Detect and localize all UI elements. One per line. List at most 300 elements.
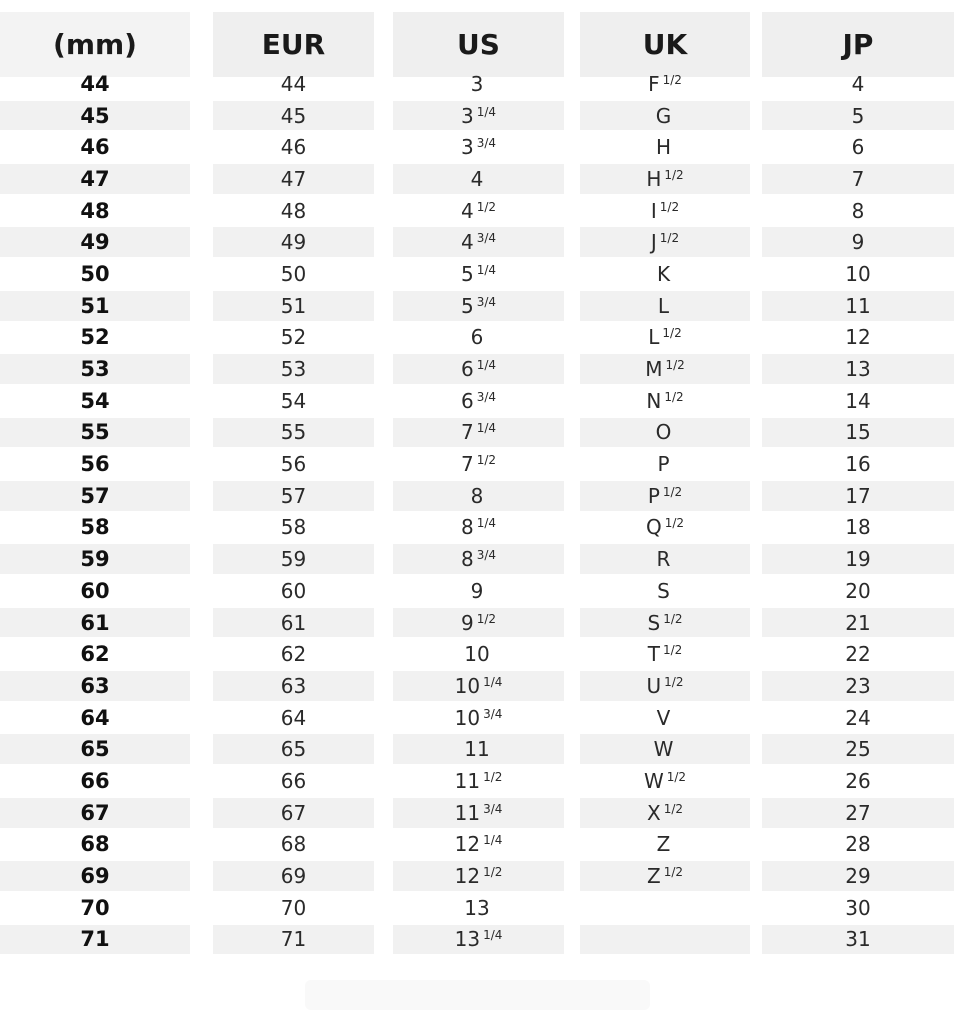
cell-jp xyxy=(762,195,954,227)
cell-eur xyxy=(213,448,374,480)
cell-mm-value: 69 xyxy=(80,864,110,889)
cell-mm xyxy=(0,797,190,829)
cell-uk-fraction: 1/2 xyxy=(665,358,685,373)
cell-mm xyxy=(0,68,190,100)
table-row xyxy=(0,68,977,100)
cell-jp xyxy=(762,226,954,258)
cell-mm xyxy=(0,448,190,480)
cell-eur-value: 59 xyxy=(280,547,307,572)
cell-eur xyxy=(213,322,374,354)
cell-eur-value: 67 xyxy=(280,800,307,825)
cell-us-value: 4 xyxy=(460,230,474,255)
cell-us-fraction: 3/4 xyxy=(476,231,497,246)
cell-uk-value: W xyxy=(643,768,664,793)
cell-jp-value: 15 xyxy=(845,420,871,445)
cell-jp xyxy=(762,100,954,132)
cell-eur xyxy=(213,638,374,670)
table-row xyxy=(0,924,977,956)
table-row xyxy=(0,607,977,639)
cell-mm-value: 54 xyxy=(80,388,110,413)
cell-mm xyxy=(0,829,190,861)
cell-eur xyxy=(213,353,374,385)
cell-us xyxy=(393,195,564,227)
cell-uk-value: G xyxy=(655,103,672,128)
cell-us xyxy=(393,733,564,765)
cell-mm xyxy=(0,924,190,956)
table-row xyxy=(0,258,977,290)
cell-mm xyxy=(0,733,190,765)
cell-eur-value: 63 xyxy=(280,673,307,698)
cell-us-fraction: 1/2 xyxy=(476,611,497,626)
cell-uk xyxy=(580,512,750,544)
cell-uk xyxy=(580,322,750,354)
cell-uk xyxy=(580,417,750,449)
cell-uk xyxy=(580,226,750,258)
cell-eur-value: 53 xyxy=(280,357,307,382)
table-row xyxy=(0,702,977,734)
cell-us xyxy=(393,163,564,195)
cell-jp-value: 31 xyxy=(845,927,871,952)
cell-uk-value: F xyxy=(648,71,660,96)
cell-us-fraction: 3/4 xyxy=(476,548,497,563)
cell-mm-value: 58 xyxy=(80,515,110,540)
cell-jp-value: 28 xyxy=(845,832,871,857)
cell-jp-value: 14 xyxy=(845,388,871,413)
cell-uk-value: P xyxy=(647,483,660,508)
cell-mm xyxy=(0,258,190,290)
cell-uk xyxy=(580,670,750,702)
cell-us xyxy=(393,226,564,258)
cell-jp xyxy=(762,258,954,290)
table-row xyxy=(0,670,977,702)
cell-mm xyxy=(0,353,190,385)
cell-jp-value: 11 xyxy=(845,293,871,318)
cell-uk xyxy=(580,892,750,924)
header-jp: JP xyxy=(762,12,954,77)
cell-uk xyxy=(580,765,750,797)
table-row xyxy=(0,829,977,861)
cell-uk-fraction: 1/2 xyxy=(659,199,680,214)
cell-mm-value: 66 xyxy=(80,768,110,793)
cell-jp xyxy=(762,575,954,607)
cell-mm xyxy=(0,131,190,163)
cell-us-value: 4 xyxy=(460,198,474,223)
table-row xyxy=(0,638,977,670)
cell-mm-value: 71 xyxy=(80,927,110,952)
cell-us xyxy=(393,322,564,354)
cell-us xyxy=(393,290,564,322)
cell-jp xyxy=(762,670,954,702)
cell-uk-fraction: 1/2 xyxy=(659,231,680,246)
cell-us xyxy=(393,829,564,861)
cell-us-value: 7 xyxy=(460,452,474,477)
cell-us-value: 10 xyxy=(454,673,481,698)
cell-uk xyxy=(580,860,750,892)
cell-jp-value: 26 xyxy=(845,768,871,793)
cell-us xyxy=(393,385,564,417)
blurred-watermark xyxy=(305,980,650,1010)
cell-mm-value: 55 xyxy=(80,420,110,445)
cell-jp xyxy=(762,385,954,417)
cell-us-fraction: 1/4 xyxy=(483,674,503,689)
cell-jp xyxy=(762,353,954,385)
cell-uk-fraction: 1/2 xyxy=(662,484,683,499)
cell-us-fraction: 1/2 xyxy=(483,865,503,880)
cell-eur-value: 68 xyxy=(280,832,307,857)
cell-mm-value: 64 xyxy=(80,705,110,730)
cell-us xyxy=(393,575,564,607)
cell-us xyxy=(393,258,564,290)
cell-uk xyxy=(580,607,750,639)
cell-uk xyxy=(580,575,750,607)
cell-eur xyxy=(213,131,374,163)
cell-uk xyxy=(580,258,750,290)
cell-eur-value: 45 xyxy=(280,103,307,128)
table-row xyxy=(0,100,977,132)
cell-us-fraction: 1/2 xyxy=(476,453,497,468)
cell-eur xyxy=(213,670,374,702)
cell-us-fraction: 3/4 xyxy=(483,706,503,721)
cell-uk-value: Q xyxy=(645,515,662,540)
cell-mm-value: 57 xyxy=(80,483,110,508)
table-row xyxy=(0,733,977,765)
cell-mm xyxy=(0,417,190,449)
cell-us xyxy=(393,607,564,639)
cell-uk xyxy=(580,163,750,195)
cell-jp-value: 22 xyxy=(845,642,871,667)
table-row xyxy=(0,322,977,354)
cell-us-value: 5 xyxy=(460,261,474,286)
table-body xyxy=(0,68,977,955)
cell-jp xyxy=(762,480,954,512)
header-eur: EUR xyxy=(213,12,374,77)
cell-eur-value: 51 xyxy=(280,293,307,318)
cell-mm-value: 46 xyxy=(80,135,110,160)
cell-eur-value: 52 xyxy=(280,325,307,350)
cell-mm xyxy=(0,322,190,354)
cell-eur xyxy=(213,702,374,734)
cell-uk-fraction: 1/2 xyxy=(664,674,684,689)
cell-us xyxy=(393,638,564,670)
cell-eur-value: 44 xyxy=(280,71,307,96)
cell-eur-value: 50 xyxy=(280,261,307,286)
cell-eur xyxy=(213,829,374,861)
cell-us xyxy=(393,131,564,163)
cell-mm xyxy=(0,892,190,924)
cell-jp xyxy=(762,543,954,575)
cell-us xyxy=(393,765,564,797)
cell-uk-fraction: 1/2 xyxy=(666,769,687,784)
cell-jp-value: 18 xyxy=(845,515,871,540)
cell-eur-value: 71 xyxy=(280,927,307,952)
cell-us xyxy=(393,417,564,449)
cell-us-fraction: 1/4 xyxy=(476,358,497,373)
cell-mm xyxy=(0,100,190,132)
header-us: US xyxy=(393,12,564,77)
cell-mm-value: 47 xyxy=(80,166,110,191)
cell-us xyxy=(393,892,564,924)
cell-jp xyxy=(762,417,954,449)
cell-us xyxy=(393,702,564,734)
cell-jp-value: 20 xyxy=(845,578,871,603)
table-row xyxy=(0,385,977,417)
cell-eur-value: 60 xyxy=(280,578,307,603)
cell-eur xyxy=(213,892,374,924)
cell-uk-value: V xyxy=(656,705,671,730)
cell-jp-value: 25 xyxy=(845,737,871,762)
cell-eur-value: 48 xyxy=(280,198,307,223)
table-row xyxy=(0,163,977,195)
cell-uk-value: X xyxy=(646,800,661,825)
cell-uk-value: U xyxy=(646,673,662,698)
cell-uk-fraction: 1/2 xyxy=(662,643,683,658)
cell-uk xyxy=(580,385,750,417)
cell-mm-value: 52 xyxy=(80,325,110,350)
cell-uk-fraction: 1/2 xyxy=(663,801,683,816)
cell-eur-value: 58 xyxy=(280,515,307,540)
table-row xyxy=(0,512,977,544)
cell-uk xyxy=(580,797,750,829)
cell-mm xyxy=(0,195,190,227)
cell-uk xyxy=(580,131,750,163)
cell-uk-value: L xyxy=(657,293,670,318)
cell-jp xyxy=(762,797,954,829)
table-row xyxy=(0,131,977,163)
cell-us-value: 8 xyxy=(470,483,484,508)
cell-mm-value: 48 xyxy=(80,198,110,223)
cell-us-fraction: 3/4 xyxy=(476,136,497,151)
cell-us-value: 6 xyxy=(460,357,474,382)
cell-uk-value: L xyxy=(648,325,660,350)
cell-mm-value: 68 xyxy=(80,832,110,857)
cell-us xyxy=(393,860,564,892)
cell-us-value: 10 xyxy=(454,705,481,730)
cell-mm xyxy=(0,480,190,512)
cell-us-fraction: 1/2 xyxy=(483,769,503,784)
cell-mm xyxy=(0,702,190,734)
cell-uk-value: H xyxy=(655,135,672,160)
cell-uk-value: I xyxy=(650,198,657,223)
cell-uk-value: O xyxy=(655,420,672,445)
cell-eur xyxy=(213,543,374,575)
cell-us-value: 8 xyxy=(460,515,474,540)
cell-us-value: 9 xyxy=(460,610,474,635)
cell-eur-value: 70 xyxy=(280,895,307,920)
cell-eur-value: 64 xyxy=(280,705,307,730)
cell-us-value: 12 xyxy=(454,864,481,889)
table-row xyxy=(0,226,977,258)
cell-us xyxy=(393,670,564,702)
cell-jp-value: 12 xyxy=(845,325,871,350)
cell-us-fraction: 3/4 xyxy=(476,389,497,404)
cell-eur xyxy=(213,385,374,417)
cell-jp-value: 7 xyxy=(851,166,865,191)
cell-jp-value: 9 xyxy=(851,230,865,255)
cell-jp xyxy=(762,512,954,544)
cell-mm-value: 61 xyxy=(80,610,110,635)
cell-mm xyxy=(0,512,190,544)
cell-uk-fraction: 1/2 xyxy=(662,72,682,87)
cell-eur xyxy=(213,575,374,607)
cell-jp-value: 6 xyxy=(851,135,865,160)
cell-mm-value: 49 xyxy=(80,230,110,255)
cell-jp xyxy=(762,448,954,480)
cell-jp-value: 24 xyxy=(845,705,871,730)
cell-uk xyxy=(580,100,750,132)
cell-jp-value: 4 xyxy=(851,71,865,96)
table-row xyxy=(0,480,977,512)
cell-us-value: 13 xyxy=(454,927,481,952)
cell-us-value: 4 xyxy=(470,166,484,191)
cell-eur-value: 61 xyxy=(280,610,307,635)
cell-eur-value: 49 xyxy=(280,230,307,255)
cell-uk-value: P xyxy=(657,452,670,477)
cell-us-fraction: 1/4 xyxy=(483,833,503,848)
cell-mm-value: 53 xyxy=(80,357,110,382)
cell-uk-value: K xyxy=(656,261,671,286)
cell-us-value: 6 xyxy=(460,388,474,413)
cell-uk-value: W xyxy=(653,737,674,762)
cell-us-value: 7 xyxy=(460,420,474,445)
cell-mm-value: 70 xyxy=(80,895,110,920)
table-row xyxy=(0,448,977,480)
cell-mm xyxy=(0,638,190,670)
cell-mm xyxy=(0,670,190,702)
cell-us xyxy=(393,480,564,512)
cell-uk-value: J xyxy=(650,230,657,255)
cell-us-fraction: 3/4 xyxy=(476,294,497,309)
cell-mm-value: 51 xyxy=(80,293,110,318)
cell-uk xyxy=(580,448,750,480)
cell-jp xyxy=(762,733,954,765)
cell-uk-fraction: 1/2 xyxy=(663,865,683,880)
cell-us-value: 12 xyxy=(454,832,481,857)
cell-uk xyxy=(580,924,750,956)
cell-eur xyxy=(213,163,374,195)
table-row xyxy=(0,353,977,385)
cell-jp xyxy=(762,638,954,670)
cell-us xyxy=(393,68,564,100)
cell-mm xyxy=(0,765,190,797)
cell-mm-value: 56 xyxy=(80,452,110,477)
cell-jp-value: 30 xyxy=(845,895,871,920)
cell-jp-value: 10 xyxy=(845,261,871,286)
cell-uk-value: N xyxy=(646,388,662,413)
table-row xyxy=(0,765,977,797)
cell-eur-value: 46 xyxy=(280,135,307,160)
cell-uk xyxy=(580,195,750,227)
cell-jp-value: 5 xyxy=(851,103,865,128)
cell-us-value: 3 xyxy=(470,71,484,96)
cell-uk-value: R xyxy=(656,547,671,572)
cell-jp xyxy=(762,322,954,354)
cell-eur-value: 66 xyxy=(280,768,307,793)
cell-eur xyxy=(213,797,374,829)
cell-jp-value: 19 xyxy=(845,547,871,572)
cell-jp-value: 8 xyxy=(851,198,865,223)
cell-eur xyxy=(213,417,374,449)
cell-eur xyxy=(213,258,374,290)
cell-uk xyxy=(580,829,750,861)
cell-uk xyxy=(580,353,750,385)
cell-us xyxy=(393,448,564,480)
cell-us-value: 5 xyxy=(460,293,474,318)
cell-uk-value: Z xyxy=(656,832,671,857)
cell-jp xyxy=(762,924,954,956)
cell-eur xyxy=(213,290,374,322)
cell-eur xyxy=(213,765,374,797)
cell-eur-value: 57 xyxy=(280,483,307,508)
cell-us-value: 6 xyxy=(470,325,484,350)
cell-eur xyxy=(213,607,374,639)
cell-jp xyxy=(762,860,954,892)
cell-jp-value: 21 xyxy=(845,610,871,635)
cell-eur-value: 65 xyxy=(280,737,307,762)
cell-us xyxy=(393,512,564,544)
cell-eur xyxy=(213,924,374,956)
cell-jp-value: 16 xyxy=(845,452,871,477)
cell-uk-value: S xyxy=(647,610,661,635)
cell-us-fraction: 1/4 xyxy=(476,104,497,119)
cell-eur-value: 62 xyxy=(280,642,307,667)
cell-eur xyxy=(213,733,374,765)
cell-uk xyxy=(580,290,750,322)
cell-mm xyxy=(0,226,190,258)
cell-mm-value: 45 xyxy=(80,103,110,128)
cell-eur-value: 55 xyxy=(280,420,307,445)
cell-jp xyxy=(762,892,954,924)
cell-mm-value: 63 xyxy=(80,673,110,698)
cell-uk xyxy=(580,480,750,512)
cell-eur-value: 56 xyxy=(280,452,307,477)
cell-us-fraction: 3/4 xyxy=(483,801,503,816)
cell-us xyxy=(393,100,564,132)
header-mm: (mm) xyxy=(0,12,190,77)
cell-uk xyxy=(580,702,750,734)
cell-us-value: 10 xyxy=(464,642,490,667)
cell-eur xyxy=(213,100,374,132)
cell-us-value: 11 xyxy=(464,737,490,762)
cell-mm xyxy=(0,290,190,322)
cell-eur-value: 54 xyxy=(280,388,307,413)
cell-jp xyxy=(762,702,954,734)
table-row xyxy=(0,575,977,607)
cell-us-value: 11 xyxy=(454,800,481,825)
cell-us xyxy=(393,353,564,385)
cell-uk-value: M xyxy=(645,357,663,382)
table-row xyxy=(0,860,977,892)
cell-us-fraction: 1/4 xyxy=(476,516,497,531)
cell-eur-value: 69 xyxy=(280,864,307,889)
cell-eur xyxy=(213,480,374,512)
cell-uk-value: Z xyxy=(646,864,661,889)
table-row xyxy=(0,892,977,924)
table-row xyxy=(0,543,977,575)
cell-jp xyxy=(762,765,954,797)
cell-mm-value: 65 xyxy=(80,737,110,762)
cell-mm-value: 50 xyxy=(80,261,110,286)
cell-us-value: 3 xyxy=(460,103,474,128)
cell-us-value: 9 xyxy=(470,578,484,603)
cell-mm xyxy=(0,575,190,607)
cell-jp-value: 17 xyxy=(845,483,871,508)
cell-mm xyxy=(0,163,190,195)
cell-eur xyxy=(213,195,374,227)
table-row xyxy=(0,797,977,829)
cell-jp xyxy=(762,68,954,100)
cell-eur-value: 47 xyxy=(280,166,307,191)
cell-mm xyxy=(0,543,190,575)
